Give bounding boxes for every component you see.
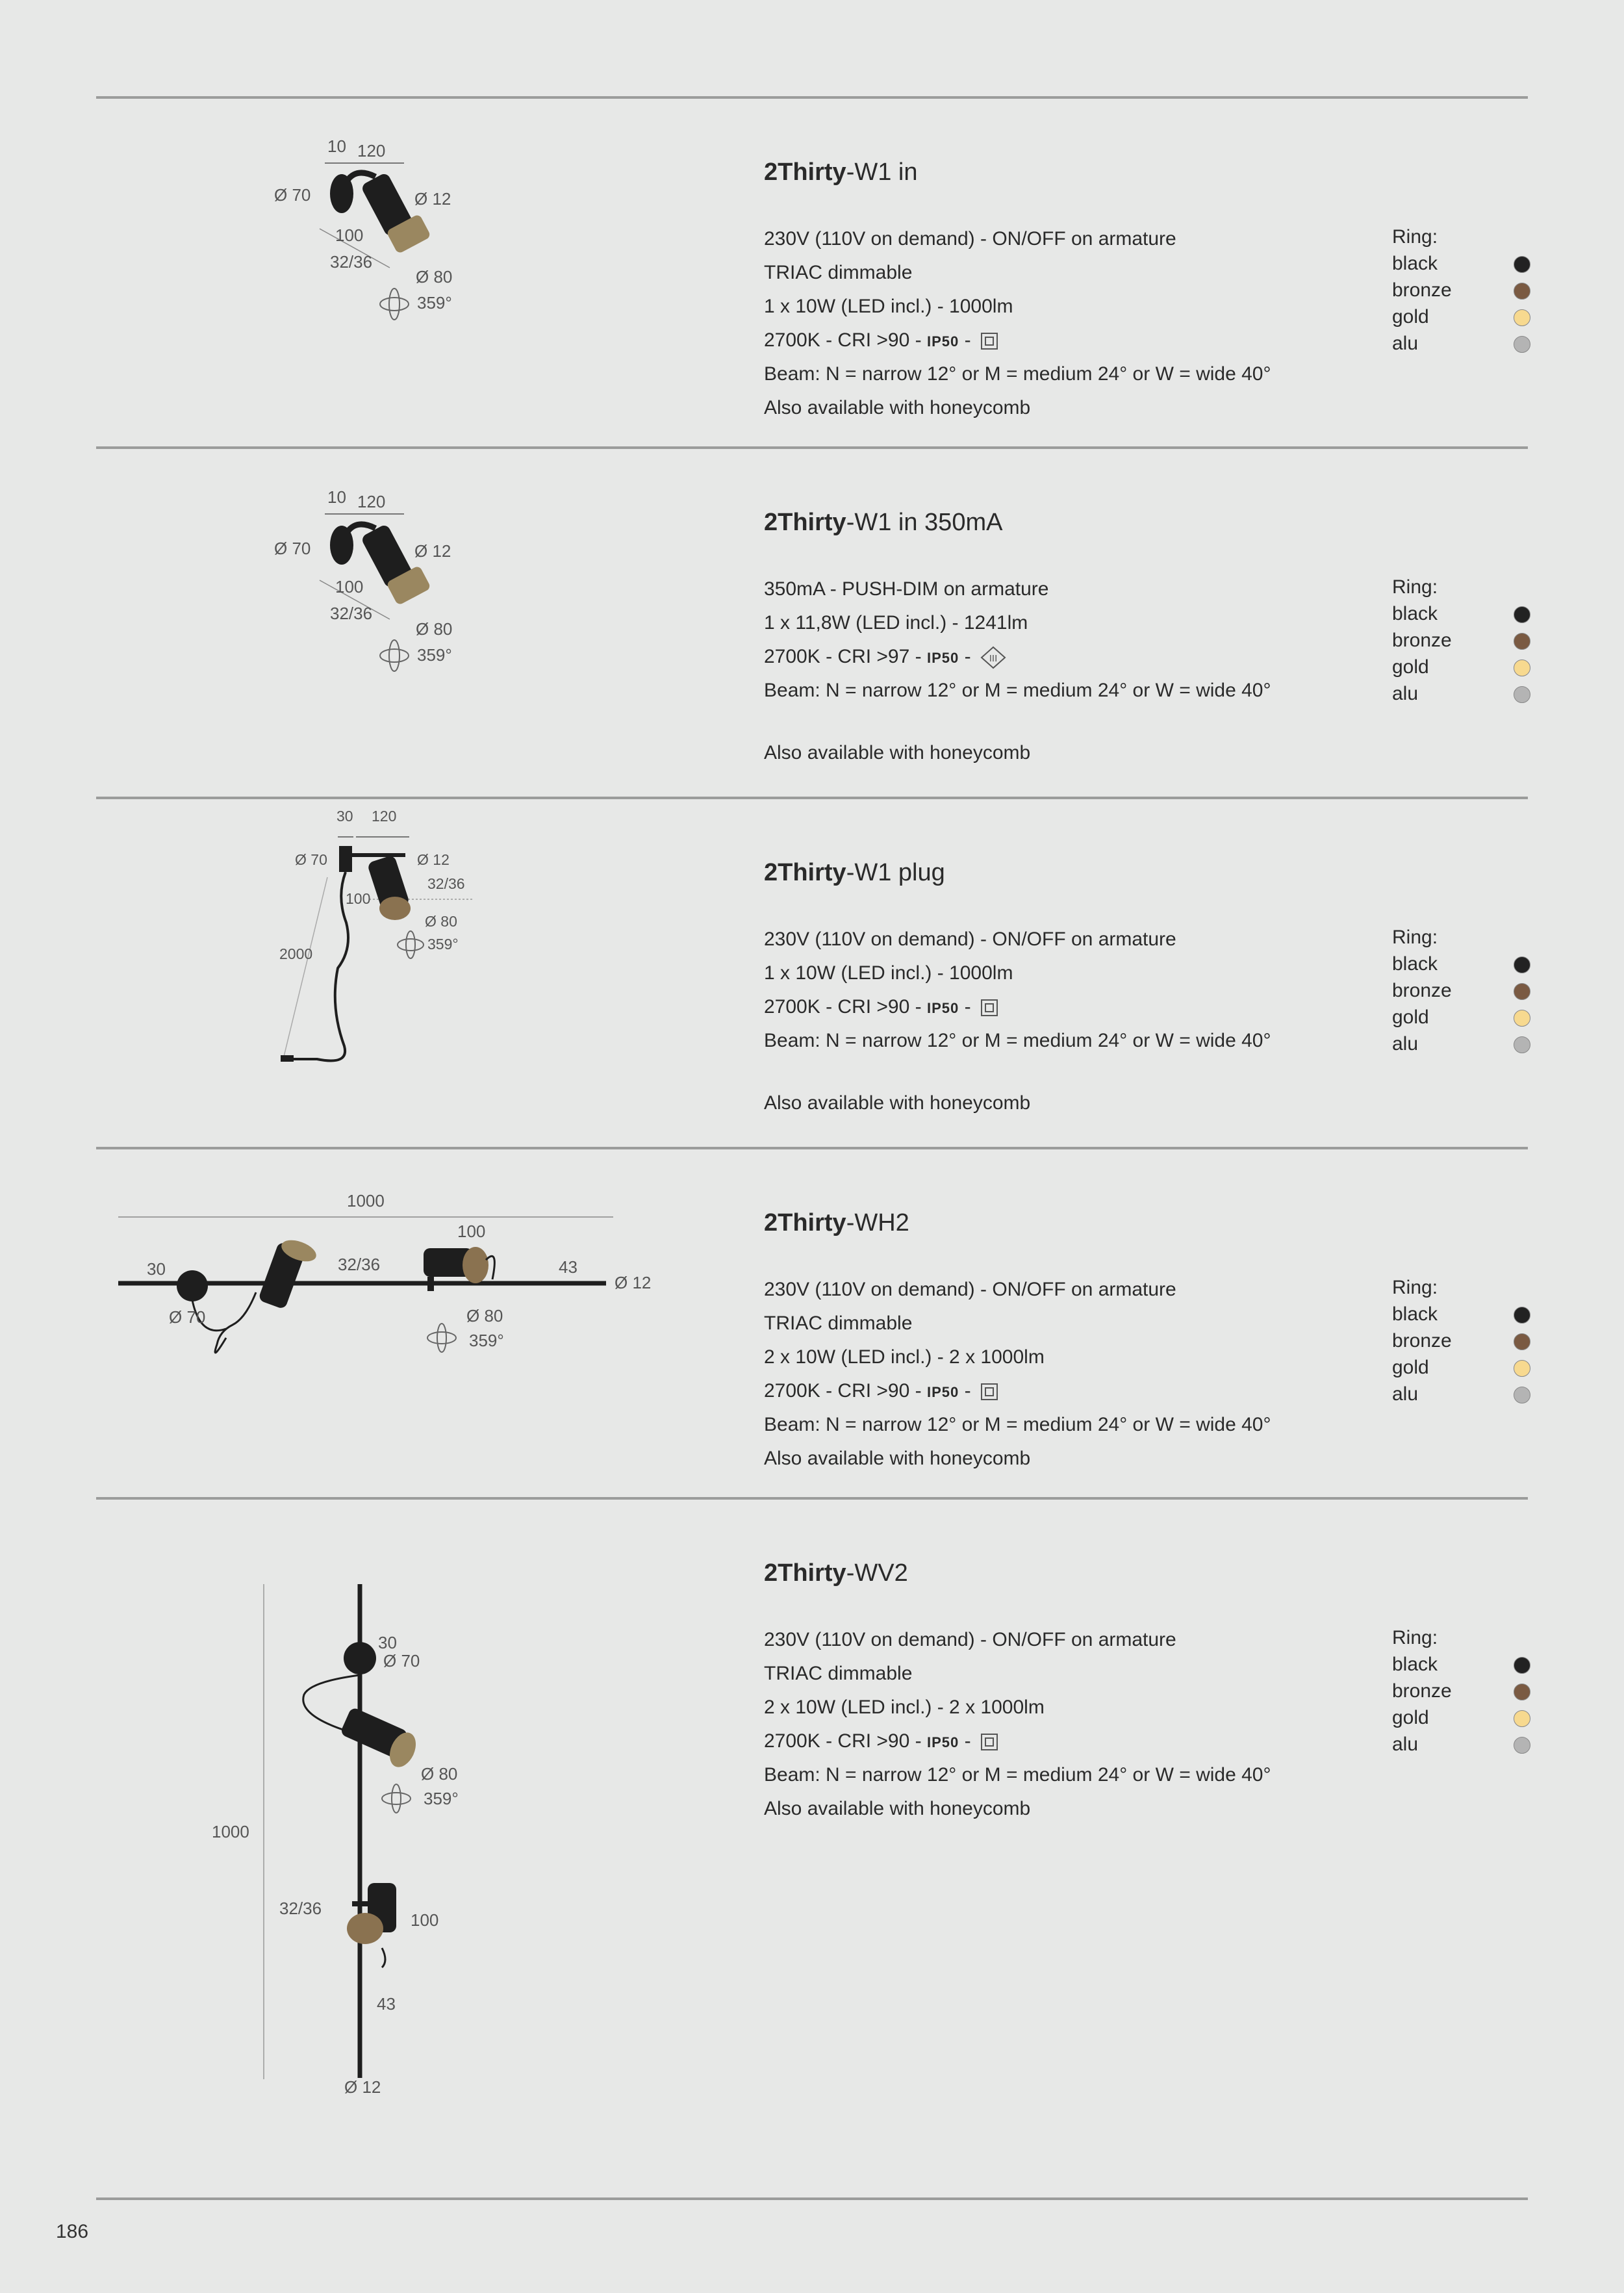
dim-label: 2000 [279, 945, 313, 962]
product-title: 2Thirty-WV2 [764, 1559, 908, 1587]
dim-label: Ø 80 [466, 1306, 503, 1326]
dim-label: 120 [372, 808, 397, 825]
color-swatch [1514, 1360, 1530, 1377]
dim-label: Ø 12 [344, 2077, 381, 2097]
svg-text:III: III [989, 653, 998, 665]
color-swatch [1514, 1710, 1530, 1727]
color-swatch [1514, 1684, 1530, 1700]
color-swatch [1514, 283, 1530, 300]
spec-list [764, 923, 1349, 1120]
ring-option-gold: gold [1392, 1354, 1532, 1381]
product-drawing [96, 799, 713, 1150]
ring-option-alu: alu [1392, 1381, 1532, 1407]
dim-label: Ø 80 [416, 267, 453, 287]
spec-line: Beam: N = narrow 12° or M = medium 24° or W = wide 40° [764, 363, 1271, 385]
spec-line: 1 x 10W (LED incl.) - 1000lm [764, 962, 1013, 984]
ring-option-alu: alu [1392, 1031, 1532, 1057]
ip-rating: IP50 [926, 650, 959, 666]
spec-line: 2 x 10W (LED incl.) - 2 x 1000lm [764, 1697, 1045, 1718]
ring-label: Ring: [1392, 927, 1438, 948]
dim-label: Ø 80 [421, 1764, 458, 1784]
dim-label: 100 [335, 577, 364, 596]
color-swatch [1514, 1657, 1530, 1674]
dim-label: 359° [424, 1789, 459, 1808]
color-swatch [1514, 309, 1530, 326]
spec-line: Also available with honeycomb [764, 1092, 1031, 1114]
spec-line: Beam: N = narrow 12° or M = medium 24° or W = wide 40° [764, 1414, 1271, 1435]
dim-label: 120 [357, 141, 386, 160]
ring-options [1392, 924, 1532, 1057]
spec-list [764, 1623, 1349, 1826]
dimension-drawing [96, 449, 713, 800]
dimension-drawing [96, 1149, 713, 1500]
dim-label: Ø 12 [615, 1273, 652, 1292]
ring-options [1392, 1274, 1532, 1407]
spec-line: Beam: N = narrow 12° or M = medium 24° or W = wide 40° [764, 1030, 1271, 1051]
ring-option-bronze: bronze [1392, 1327, 1532, 1354]
spec-line: 2 x 10W (LED incl.) - 2 x 1000lm [764, 1346, 1045, 1368]
dim-label: 120 [357, 492, 386, 511]
dim-label: Ø 70 [274, 185, 311, 205]
spec-line: Also available with honeycomb [764, 1448, 1031, 1469]
spec-line: 1 x 10W (LED incl.) - 1000lm [764, 296, 1013, 317]
color-swatch [1514, 1333, 1530, 1350]
dim-label: 32/36 [279, 1899, 322, 1918]
ip-rating: IP50 [926, 1384, 959, 1400]
dim-label: 30 [147, 1259, 166, 1279]
ring-label: Ring: [1392, 1627, 1438, 1648]
product-section-w1-in-350ma [0, 449, 1624, 800]
dim-label: 32/36 [330, 252, 373, 272]
product-drawing [96, 1500, 713, 2188]
dim-label: 32/36 [427, 875, 465, 892]
product-section-w1-in [0, 99, 1624, 450]
dim-label: Ø 12 [414, 189, 451, 209]
dim-label: 32/36 [338, 1255, 381, 1274]
spec-line: Beam: N = narrow 12° or M = medium 24° or W = wide 40° [764, 680, 1271, 701]
color-swatch [1514, 1387, 1530, 1403]
ring-option-gold: gold [1392, 654, 1532, 680]
class-2-square-icon [980, 999, 998, 1017]
spec-line: Beam: N = narrow 12° or M = medium 24° or W = wide 40° [764, 1764, 1271, 1786]
color-swatch [1514, 956, 1530, 973]
dim-label: 100 [346, 890, 371, 907]
dim-label: 30 [378, 1633, 397, 1652]
ring-option-alu: alu [1392, 1731, 1532, 1758]
class-2-square-icon [980, 1733, 998, 1751]
spec-line-ip: 2700K - CRI >90 - IP50 - [764, 1724, 1349, 1758]
spec-line-ip: 2700K - CRI >90 - IP50 - [764, 990, 1349, 1024]
dim-label: 359° [417, 293, 452, 313]
dim-label: 43 [377, 1994, 396, 2014]
ring-option-gold: gold [1392, 1704, 1532, 1731]
dim-label: 100 [335, 225, 364, 245]
ring-option-gold: gold [1392, 303, 1532, 330]
color-swatch [1514, 1036, 1530, 1053]
dim-label: 359° [427, 936, 459, 953]
dim-label: 100 [411, 1910, 439, 1930]
ring-options [1392, 574, 1532, 707]
divider-bottom [96, 2197, 1528, 2200]
ring-option-alu: alu [1392, 330, 1532, 357]
dim-label: 1000 [212, 1822, 249, 1841]
product-section-wv2 [0, 1500, 1624, 2188]
spec-line: 230V (110V on demand) - ON/OFF on armature [764, 228, 1176, 250]
dim-label: 359° [469, 1331, 504, 1350]
dim-label: Ø 12 [417, 851, 450, 868]
spec-line: TRIAC dimmable [764, 262, 913, 283]
spec-line-ip: 2700K - CRI >90 - IP50 - [764, 324, 1349, 357]
spec-line: 350mA - PUSH-DIM on armature [764, 578, 1049, 600]
ring-option-black: black [1392, 1651, 1532, 1678]
product-drawing [96, 449, 713, 800]
spec-line: 1 x 11,8W (LED incl.) - 1241lm [764, 612, 1028, 634]
dim-label: Ø 12 [414, 541, 451, 561]
ring-option-alu: alu [1392, 680, 1532, 707]
dim-label: Ø 80 [425, 913, 457, 930]
product-title: 2Thirty-W1 in [764, 159, 918, 186]
color-swatch [1514, 256, 1530, 273]
dim-label: Ø 70 [383, 1651, 420, 1671]
ring-option-bronze: bronze [1392, 277, 1532, 303]
class-3-diamond-icon [980, 646, 1006, 669]
ring-options [1392, 1624, 1532, 1758]
spec-list [764, 1273, 1349, 1476]
ring-label: Ring: [1392, 226, 1438, 248]
ring-option-bronze: bronze [1392, 627, 1532, 654]
product-title: 2Thirty-W1 in 350mA [764, 509, 1003, 536]
dim-label: Ø 80 [416, 619, 453, 639]
color-swatch [1514, 660, 1530, 676]
class-2-square-icon [980, 1383, 998, 1401]
dimension-drawing [96, 99, 713, 450]
ip-rating: IP50 [926, 1000, 959, 1016]
dim-label: 1000 [347, 1191, 385, 1211]
dim-label: Ø 70 [169, 1307, 206, 1327]
dim-label: Ø 70 [295, 851, 327, 868]
ring-options [1392, 224, 1532, 357]
dim-label: 359° [417, 645, 452, 665]
ring-option-black: black [1392, 250, 1532, 277]
color-swatch [1514, 1737, 1530, 1754]
dimension-drawing [96, 1500, 713, 2188]
dimension-drawing [96, 799, 713, 1150]
color-swatch [1514, 983, 1530, 1000]
color-swatch [1514, 606, 1530, 623]
ring-label: Ring: [1392, 576, 1438, 598]
ring-option-black: black [1392, 951, 1532, 977]
spec-line: 230V (110V on demand) - ON/OFF on armature [764, 929, 1176, 950]
ip-rating: IP50 [926, 333, 959, 350]
dim-label: 32/36 [330, 604, 373, 623]
product-section-w1-plug [0, 799, 1624, 1150]
spec-line: Also available with honeycomb [764, 397, 1031, 418]
spec-line: TRIAC dimmable [764, 1663, 913, 1684]
spec-line: 230V (110V on demand) - ON/OFF on armature [764, 1629, 1176, 1650]
dim-label: 43 [559, 1257, 577, 1277]
ip-rating: IP50 [926, 1734, 959, 1750]
color-swatch [1514, 686, 1530, 703]
spec-list [764, 572, 1349, 770]
spec-line: TRIAC dimmable [764, 1313, 913, 1334]
color-swatch [1514, 633, 1530, 650]
dim-label: 100 [457, 1222, 486, 1241]
spec-line-ip: 2700K - CRI >97 - IP50 - III [764, 640, 1349, 674]
spec-list [764, 222, 1349, 425]
ring-option-bronze: bronze [1392, 1678, 1532, 1704]
spec-line: 230V (110V on demand) - ON/OFF on armature [764, 1279, 1176, 1300]
page-number: 186 [56, 2221, 89, 2242]
dim-label: 10 [327, 487, 346, 507]
color-swatch [1514, 1307, 1530, 1324]
dim-label: Ø 70 [274, 539, 311, 558]
class-2-square-icon [980, 332, 998, 350]
dim-label: 30 [336, 808, 353, 825]
dim-label: 10 [327, 136, 346, 156]
color-swatch [1514, 336, 1530, 353]
product-drawing [96, 99, 713, 450]
product-title: 2Thirty-WH2 [764, 1209, 909, 1236]
product-section-wh2 [0, 1149, 1624, 1500]
ring-option-black: black [1392, 1301, 1532, 1327]
product-drawing [96, 1149, 713, 1500]
ring-label: Ring: [1392, 1277, 1438, 1298]
ring-option-black: black [1392, 600, 1532, 627]
ring-option-bronze: bronze [1392, 977, 1532, 1004]
spec-line: Also available with honeycomb [764, 742, 1031, 763]
spec-line-ip: 2700K - CRI >90 - IP50 - [764, 1374, 1349, 1408]
ring-option-gold: gold [1392, 1004, 1532, 1031]
color-swatch [1514, 1010, 1530, 1027]
product-title: 2Thirty-W1 plug [764, 859, 945, 886]
spec-line: Also available with honeycomb [764, 1798, 1031, 1819]
